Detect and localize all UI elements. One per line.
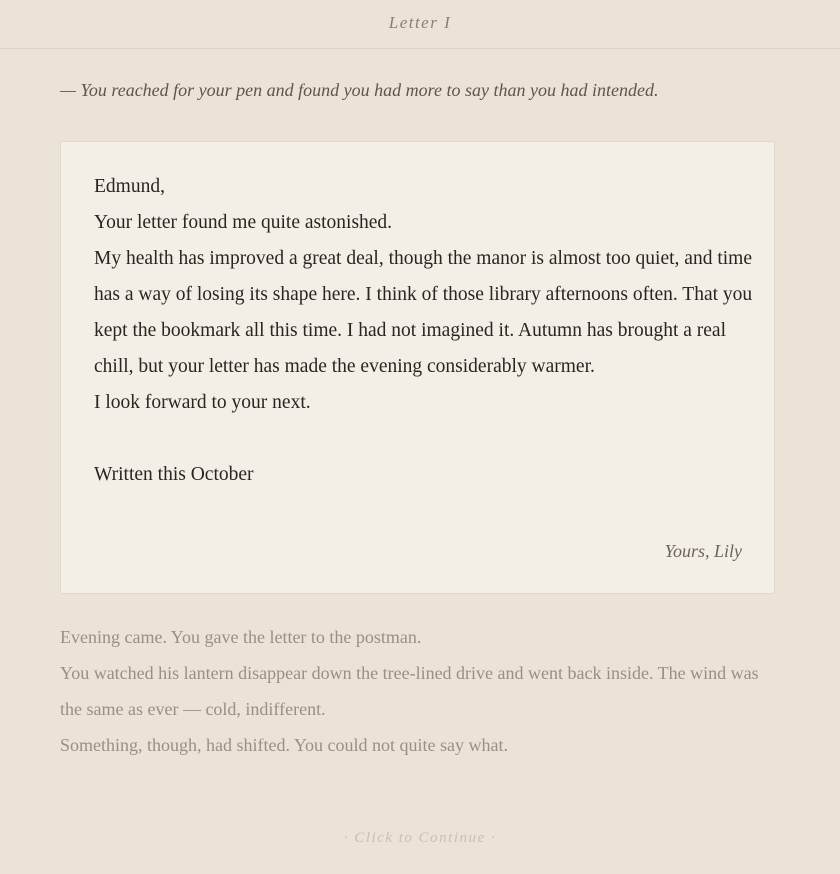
letter-paragraph: My health has improved a great deal, though the manor is almost too quiet, and time has a way of losing its shape here. I think of those library afternoons often. That you kept the bookmark all this time. I had not imagined it. Autumn has brought a real chill, but your letter has made the evening considerably warmer.: [94, 248, 753, 377]
narration-line: You watched his lantern disappear down the tree-lined drive and went back inside. The wind was the same as ever — cold, indifferent.: [60, 663, 759, 719]
letter-body: [94, 169, 754, 493]
narration-block: [60, 619, 760, 763]
letter-signature: Yours, Lily: [664, 541, 742, 561]
letter-card: [60, 141, 775, 594]
chapter-title: Letter I: [388, 13, 452, 32]
letter-paragraph: Your letter found me quite astonished.: [94, 212, 393, 233]
narration-line: Evening came. You gave the letter to the postman.: [60, 627, 422, 647]
narration-line: Something, though, had shifted. You could not quite say what.: [60, 735, 508, 755]
letter-spacer: [94, 421, 754, 457]
letter-dateline: Written this October: [94, 464, 254, 485]
intro-line: — You reached for your pen and found you had more to say than you had intended.: [60, 80, 659, 100]
letter-paragraph: I look forward to your next.: [94, 392, 311, 413]
header-bar: [0, 0, 840, 49]
click-to-continue-button[interactable]: · Click to Continue ·: [343, 830, 497, 846]
letter-salutation: Edmund,: [94, 176, 165, 197]
